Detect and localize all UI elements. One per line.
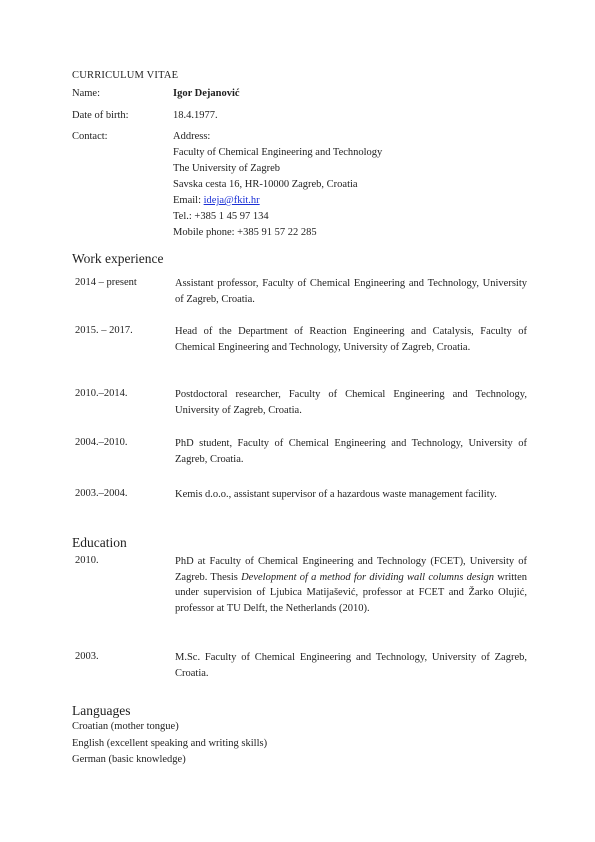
dob-label: Date of birth: [72,110,129,121]
work-entry-5: Kemis d.o.o., assistant supervisor of a hazardous waste management facility. [175,489,497,500]
language-item: English (excellent speaking and writing skills) [72,738,268,749]
name-label: Name: [72,88,100,99]
work-period-2: 2015. – 2017. [75,325,133,336]
address-line-1: Faculty of Chemical Engineering and Technology [173,147,383,158]
work-experience-heading: Work experience [72,251,164,266]
phd-text-details: written under supervision of Ljubica Matijašević, professor at FCET and Žarko Olujić, professor at TU Delft, the Netherlands (2010). [175,571,527,614]
work-entry-2: Head of the Department of Reaction Engineering and Catalysis, Faculty of Chemical Engineering and Technology, University of Zagreb, Croatia. [175,326,527,353]
work-period-5: 2003.–2004. [75,488,128,499]
name-value: Igor Dejanović [173,88,240,99]
address-label: Address: [173,131,211,142]
email-row [173,194,260,208]
work-period-1: 2014 – present [75,277,137,288]
address-line-3: Savska cesta 16, HR-10000 Zagreb, Croatia [173,179,358,190]
phd-text-intro: PhD at Faculty of Chemical Engineering and Technology (FCET), University of Zagreb. Thesis [175,556,527,583]
work-entry-3: Postdoctoral researcher, Faculty of Chemical Engineering and Technology, University of Zagreb, Croatia. [175,389,527,416]
contact-label: Contact: [72,131,108,142]
telephone: Tel.: +385 1 45 97 134 [173,211,269,222]
languages-heading: Languages [72,703,131,718]
work-period-3: 2010.–2014. [75,388,128,399]
work-period-4: 2004.–2010. [75,437,128,448]
address-line-2: The University of Zagreb [173,163,281,174]
language-item: German (basic knowledge) [72,754,186,765]
work-entry-4: PhD student, Faculty of Chemical Engineering and Technology, University of Zagreb, Croatia. [175,438,527,465]
education-entry-msc: M.Sc. Faculty of Chemical Engineering and Technology, University of Zagreb, Croatia. [175,652,527,679]
education-period-phd: 2010. [75,555,99,566]
education-heading: Education [72,535,127,550]
cv-title: CURRICULUM VITAE [72,70,179,81]
email-link[interactable]: ideja@fkit.hr [203,195,260,206]
work-entry-1: Assistant professor, Faculty of Chemical Engineering and Technology, University of Zagreb, Croatia. [175,278,527,305]
dob-value: 18.4.1977. [173,110,218,121]
email-label: Email: [173,195,201,206]
language-item: Croatian (mother tongue) [72,721,179,732]
mobile-phone: Mobile phone: +385 91 57 22 285 [173,227,317,238]
education-entry-phd [175,554,527,616]
education-period-msc: 2003. [75,651,99,662]
phd-thesis-title: Development of a method for dividing wall columns design [241,571,494,583]
